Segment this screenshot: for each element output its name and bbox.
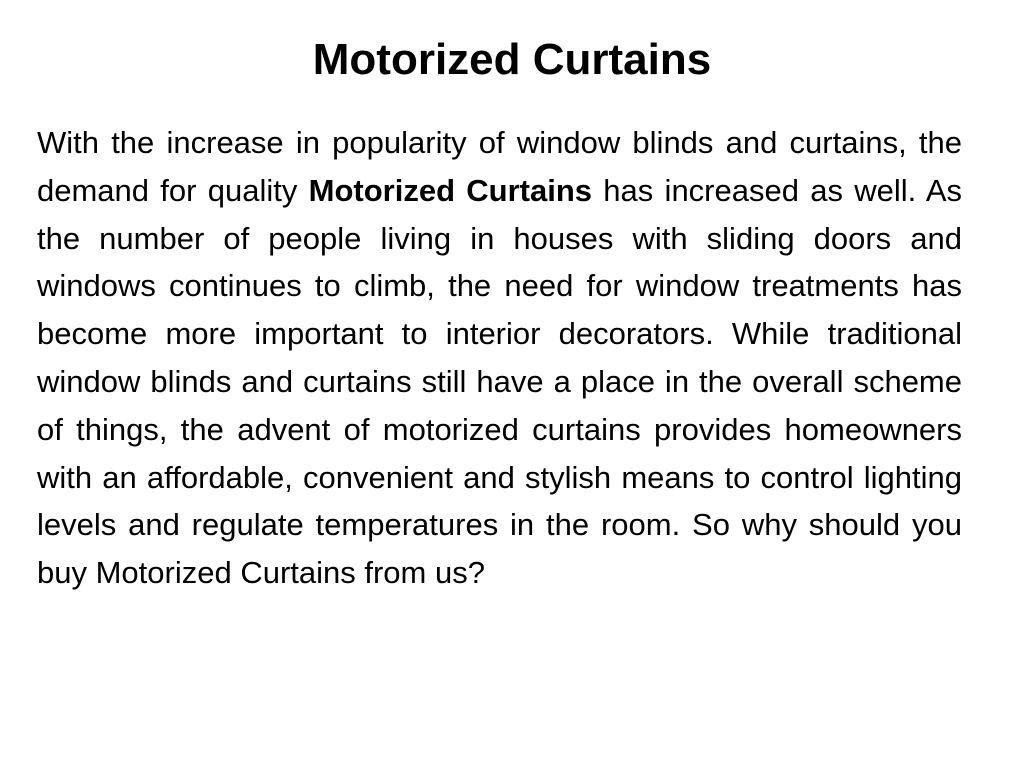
- slide-body-paragraph: [37, 119, 962, 597]
- body-text-before: With the increase in popularity of window blinds and curtains, the demand for quality: [37, 125, 962, 208]
- body-bold-term: Motorized Curtains: [308, 172, 593, 208]
- body-text-after: has increased as well. As the number of people living in houses with sliding doors and windows continues to climb, the need for window treatments has become more important to interior decorators. While traditional window blinds and curtains still have a place in the overall scheme of things, the advent of motorized curtains provides homeowners with an affordable, convenient and stylish means to control lighting levels and regulate temperatures in the room. So why should you buy Motorized Curtains from us?: [37, 172, 963, 591]
- slide-title: Motorized Curtains: [312, 35, 712, 84]
